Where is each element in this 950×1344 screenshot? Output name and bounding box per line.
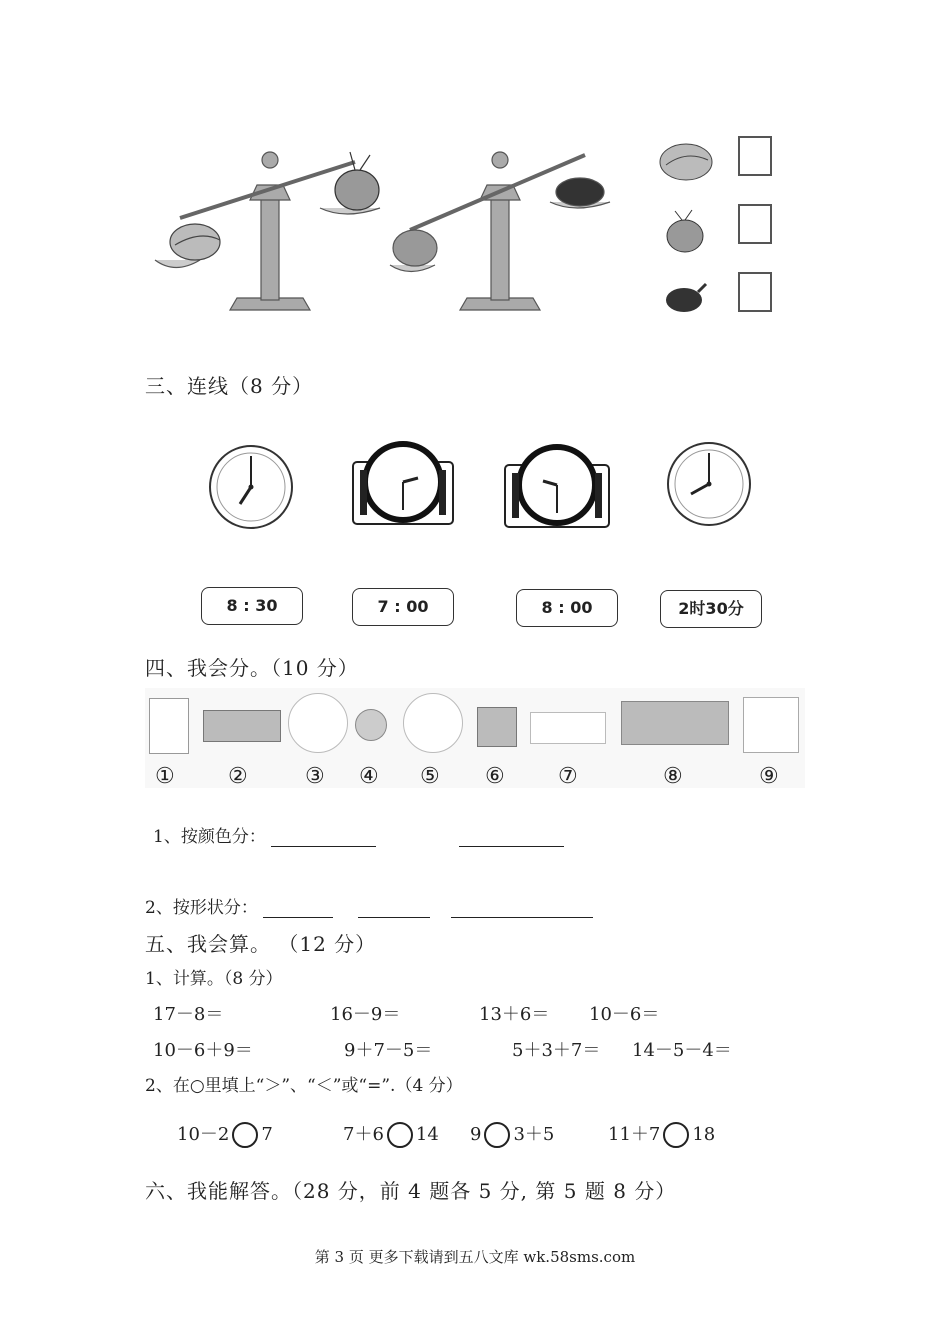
color-answer-blank-2[interactable]: [459, 828, 564, 847]
shape-label-6: ⑥: [485, 764, 505, 789]
clock-icon-1: [207, 443, 295, 531]
shape-label-1: ①: [155, 764, 175, 789]
compare-1-right: 7: [261, 1124, 273, 1145]
shape-label-5: ⑤: [420, 764, 440, 789]
shape-answer-blank-2[interactable]: [358, 899, 430, 918]
page-footer: 第 3 页 更多下载请到五八文库 wk.58sms.com: [314, 1248, 636, 1266]
shape-answer-blank-1[interactable]: [263, 899, 333, 918]
compare-2-left: 7＋6: [343, 1124, 384, 1145]
calc-1-1: 17－8＝: [153, 1004, 224, 1025]
scale-right: [390, 152, 610, 310]
cabbage-small-icon: [656, 130, 716, 190]
shape-answer-blank-3[interactable]: [451, 899, 593, 918]
q-shape-row: [145, 893, 593, 918]
shape-5-circle: [403, 693, 463, 753]
shape-label-9: ⑨: [759, 764, 779, 789]
shape-4-circle: [355, 709, 387, 741]
shape-label-4: ④: [359, 764, 379, 789]
compare-circle-1[interactable]: [232, 1122, 258, 1148]
shape-8-rectangle: [621, 701, 729, 745]
radish-small-icon: [660, 208, 710, 258]
radish-icon: [335, 152, 379, 210]
section3-title: 三、连线（8 分）: [145, 374, 314, 398]
calc-1-3: 13＋6＝: [479, 1004, 550, 1025]
compare-3-left: 9: [470, 1124, 482, 1145]
compare-circle-4[interactable]: [663, 1122, 689, 1148]
answer-box-cabbage[interactable]: [738, 136, 772, 176]
table-clock-icon-3: [502, 443, 612, 531]
shape-labels: [145, 764, 805, 790]
shape-3-circle: [288, 693, 348, 753]
balance-scales-illustration: [145, 130, 625, 320]
shape-label-8: ⑧: [663, 764, 683, 789]
answer-box-radish[interactable]: [738, 204, 772, 244]
compare-3: [470, 1120, 554, 1148]
shape-label-2: ②: [228, 764, 248, 789]
shape-9-square: [743, 697, 799, 753]
answer-box-eggplant[interactable]: [738, 272, 772, 312]
calc-2-2: 9＋7－5＝: [344, 1040, 433, 1061]
color-answer-blank-1[interactable]: [271, 828, 376, 847]
cabbage-icon: [170, 224, 220, 260]
table-clock-icon-2: [350, 440, 456, 528]
compare-4: [608, 1120, 715, 1148]
q-color-row: [153, 822, 564, 847]
time-box-830[interactable]: 8 : 30: [201, 587, 303, 625]
time-box-230[interactable]: 2时30分: [660, 590, 762, 628]
shape-1-rectangle: [149, 698, 189, 754]
shape-7-rectangle: [530, 712, 606, 744]
section4-title: 四、我会分。（10 分）: [145, 656, 359, 680]
shape-6-square: [477, 707, 517, 747]
calc-1-4: 10－6＝: [589, 1004, 660, 1025]
eggplant-small-icon: [662, 278, 712, 318]
q-shape-label: 2、按形状分：: [145, 898, 258, 918]
section5-title: 五、我会算。 （12 分）: [145, 932, 377, 956]
calc-2-3: 5＋3＋7＝: [512, 1040, 601, 1061]
compare-1-left: 10－2: [177, 1124, 230, 1145]
compare-4-left: 11＋7: [608, 1124, 661, 1145]
clock-icon-4: [665, 440, 753, 528]
compare-circle-3[interactable]: [484, 1122, 510, 1148]
section5-q1: 1、计算。（8 分）: [145, 969, 283, 989]
shape-label-7: ⑦: [558, 764, 578, 789]
compare-2: [343, 1120, 439, 1148]
time-box-700[interactable]: 7 : 00: [352, 588, 454, 626]
calc-2-4: 14－5－4＝: [632, 1040, 732, 1061]
shape-label-3: ③: [305, 764, 325, 789]
compare-circle-2[interactable]: [387, 1122, 413, 1148]
shape-2-rectangle: [203, 710, 281, 742]
q-color-label: 1、按颜色分：: [153, 827, 266, 847]
time-box-800[interactable]: 8 : 00: [516, 589, 618, 627]
calc-2-1: 10－6＋9＝: [153, 1040, 253, 1061]
compare-2-right: 14: [415, 1124, 439, 1145]
compare-4-right: 18: [692, 1124, 716, 1145]
section6-title: 六、我能解答。（28 分，前 4 题各 5 分, 第 5 题 8 分）: [145, 1179, 677, 1203]
section5-q2: 2、在○里填上“＞”、“＜”或“=”.（4 分）: [145, 1076, 463, 1096]
calc-1-2: 16－9＝: [330, 1004, 401, 1025]
compare-3-right: 3＋5: [513, 1124, 555, 1145]
compare-1: [177, 1120, 273, 1148]
